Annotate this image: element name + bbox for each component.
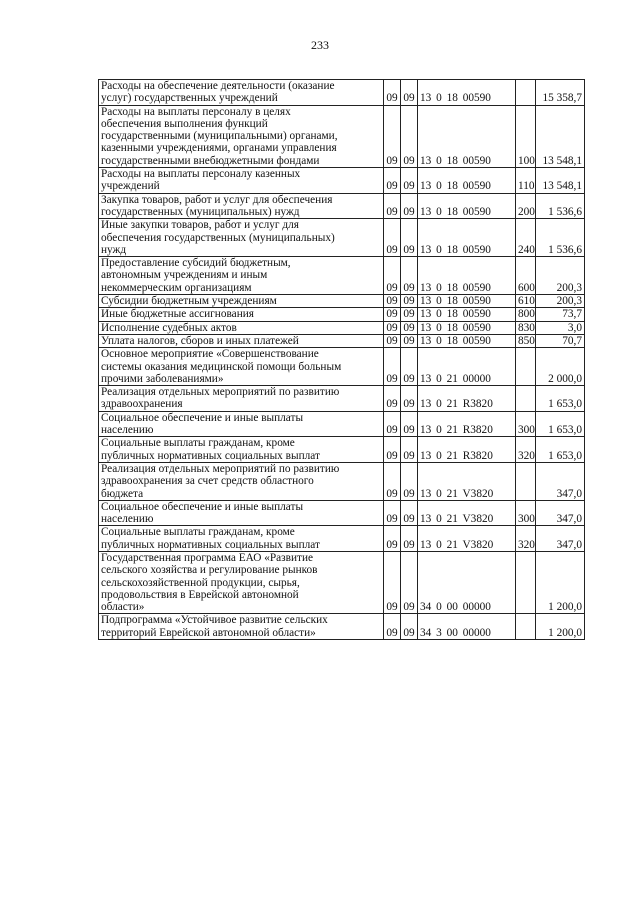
amount-cell: 1 536,6 (536, 193, 585, 219)
item-name-cell: Расходы на выплаты персоналу казенных учреждений (99, 168, 384, 194)
target-article-code-cell: 13 0 18 00590 (418, 321, 516, 334)
expense-type-code-cell (516, 348, 536, 386)
subsection-code-cell: 09 (401, 551, 418, 613)
amount-cell: 200,3 (536, 295, 585, 308)
target-article-code-cell: 13 0 21 00000 (418, 348, 516, 386)
amount-cell: 73,7 (536, 308, 585, 321)
amount-cell: 1 200,0 (536, 614, 585, 640)
amount-cell: 1 536,6 (536, 219, 585, 257)
item-name-cell: Социальные выплаты гражданам, кроме публичных нормативных социальных выплат (99, 526, 384, 552)
section-code-cell: 09 (384, 348, 401, 386)
amount-cell: 200,3 (536, 257, 585, 295)
target-article-code-cell: 34 0 00 00000 (418, 551, 516, 613)
expense-type-code-cell: 200 (516, 193, 536, 219)
subsection-code-cell: 09 (401, 526, 418, 552)
budget-table-body (99, 80, 585, 640)
budget-table (98, 79, 585, 640)
target-article-code-cell: 13 0 21 V3820 (418, 462, 516, 500)
expense-type-code-cell (516, 614, 536, 640)
amount-cell: 347,0 (536, 462, 585, 500)
subsection-code-cell: 09 (401, 614, 418, 640)
table-row (99, 257, 585, 295)
subsection-code-cell: 09 (401, 386, 418, 412)
table-row (99, 105, 585, 167)
item-name-cell: Иные бюджетные ассигнования (99, 308, 384, 321)
expense-type-code-cell: 300 (516, 500, 536, 526)
section-code-cell: 09 (384, 80, 401, 106)
target-article-code-cell: 13 0 18 00590 (418, 193, 516, 219)
expense-type-code-cell (516, 462, 536, 500)
amount-cell: 13 548,1 (536, 168, 585, 194)
subsection-code-cell: 09 (401, 219, 418, 257)
expense-type-code-cell: 850 (516, 334, 536, 347)
table-row (99, 462, 585, 500)
expense-type-code-cell: 300 (516, 411, 536, 437)
subsection-code-cell: 09 (401, 334, 418, 347)
expense-type-code-cell (516, 80, 536, 106)
item-name-cell: Расходы на обеспечение деятельности (оказание услуг) государственных учреждений (99, 80, 384, 106)
amount-cell: 70,7 (536, 334, 585, 347)
expense-type-code-cell: 100 (516, 105, 536, 167)
expense-type-code-cell (516, 386, 536, 412)
subsection-code-cell: 09 (401, 321, 418, 334)
section-code-cell: 09 (384, 551, 401, 613)
expense-type-code-cell: 600 (516, 257, 536, 295)
amount-cell: 1 200,0 (536, 551, 585, 613)
table-row (99, 437, 585, 463)
table-row (99, 334, 585, 347)
item-name-cell: Иные закупки товаров, работ и услуг для обеспечения государственных (муниципальных) нужд (99, 219, 384, 257)
target-article-code-cell: 13 0 21 V3820 (418, 500, 516, 526)
expense-type-code-cell: 110 (516, 168, 536, 194)
table-row (99, 308, 585, 321)
table-row (99, 193, 585, 219)
item-name-cell: Реализация отдельных мероприятий по развитию здравоохранения (99, 386, 384, 412)
target-article-code-cell: 13 0 18 00590 (418, 168, 516, 194)
section-code-cell: 09 (384, 321, 401, 334)
table-row (99, 168, 585, 194)
target-article-code-cell: 13 0 18 00590 (418, 295, 516, 308)
amount-cell: 347,0 (536, 500, 585, 526)
subsection-code-cell: 09 (401, 80, 418, 106)
section-code-cell: 09 (384, 257, 401, 295)
section-code-cell: 09 (384, 168, 401, 194)
item-name-cell: Уплата налогов, сборов и иных платежей (99, 334, 384, 347)
target-article-code-cell: 13 0 18 00590 (418, 219, 516, 257)
section-code-cell: 09 (384, 105, 401, 167)
target-article-code-cell: 13 0 18 00590 (418, 80, 516, 106)
table-row (99, 526, 585, 552)
section-code-cell: 09 (384, 462, 401, 500)
target-article-code-cell: 13 0 21 R3820 (418, 386, 516, 412)
subsection-code-cell: 09 (401, 348, 418, 386)
item-name-cell: Социальное обеспечение и иные выплаты населению (99, 500, 384, 526)
amount-cell: 13 548,1 (536, 105, 585, 167)
expense-type-code-cell (516, 551, 536, 613)
table-row (99, 614, 585, 640)
table-row (99, 219, 585, 257)
table-row (99, 348, 585, 386)
section-code-cell: 09 (384, 411, 401, 437)
item-name-cell: Закупка товаров, работ и услуг для обеспечения государственных (муниципальных) нужд (99, 193, 384, 219)
amount-cell: 1 653,0 (536, 411, 585, 437)
amount-cell: 347,0 (536, 526, 585, 552)
item-name-cell: Исполнение судебных актов (99, 321, 384, 334)
subsection-code-cell: 09 (401, 257, 418, 295)
section-code-cell: 09 (384, 437, 401, 463)
subsection-code-cell: 09 (401, 437, 418, 463)
section-code-cell: 09 (384, 386, 401, 412)
table-row (99, 295, 585, 308)
target-article-code-cell: 34 3 00 00000 (418, 614, 516, 640)
amount-cell: 15 358,7 (536, 80, 585, 106)
subsection-code-cell: 09 (401, 411, 418, 437)
item-name-cell: Предоставление субсидий бюджетным, автономным учреждениям и иным некоммерческим организациям (99, 257, 384, 295)
target-article-code-cell: 13 0 21 V3820 (418, 526, 516, 552)
table-row (99, 321, 585, 334)
item-name-cell: Социальное обеспечение и иные выплаты населению (99, 411, 384, 437)
table-row (99, 500, 585, 526)
subsection-code-cell: 09 (401, 193, 418, 219)
expense-type-code-cell: 240 (516, 219, 536, 257)
table-row (99, 386, 585, 412)
subsection-code-cell: 09 (401, 168, 418, 194)
subsection-code-cell: 09 (401, 308, 418, 321)
expense-type-code-cell: 320 (516, 437, 536, 463)
amount-cell: 3,0 (536, 321, 585, 334)
subsection-code-cell: 09 (401, 462, 418, 500)
subsection-code-cell: 09 (401, 500, 418, 526)
subsection-code-cell: 09 (401, 295, 418, 308)
item-name-cell: Государственная программа ЕАО «Развитие сельского хозяйства и регулирование рынков сельскохозяйственной продукции, сырья, продовольствия в Еврейской автономной области» (99, 551, 384, 613)
amount-cell: 1 653,0 (536, 386, 585, 412)
item-name-cell: Субсидии бюджетным учреждениям (99, 295, 384, 308)
item-name-cell: Реализация отдельных мероприятий по развитию здравоохранения за счет средств областного бюджета (99, 462, 384, 500)
amount-cell: 2 000,0 (536, 348, 585, 386)
expense-type-code-cell: 800 (516, 308, 536, 321)
expense-type-code-cell: 320 (516, 526, 536, 552)
table-row (99, 551, 585, 613)
subsection-code-cell: 09 (401, 105, 418, 167)
expense-type-code-cell: 610 (516, 295, 536, 308)
amount-cell: 1 653,0 (536, 437, 585, 463)
item-name-cell: Социальные выплаты гражданам, кроме публичных нормативных социальных выплат (99, 437, 384, 463)
item-name-cell: Расходы на выплаты персоналу в целях обеспечения выполнения функций государственными (муниципальными) органами, казенными учреждениями, органами управления государственными внебюджетными фондами (99, 105, 384, 167)
section-code-cell: 09 (384, 500, 401, 526)
section-code-cell: 09 (384, 308, 401, 321)
target-article-code-cell: 13 0 18 00590 (418, 257, 516, 295)
section-code-cell: 09 (384, 295, 401, 308)
page-number: 233 (311, 38, 329, 52)
expense-type-code-cell: 830 (516, 321, 536, 334)
item-name-cell: Подпрограмма «Устойчивое развитие сельских территорий Еврейской автономной области» (99, 614, 384, 640)
section-code-cell: 09 (384, 193, 401, 219)
table-row (99, 411, 585, 437)
target-article-code-cell: 13 0 18 00590 (418, 105, 516, 167)
section-code-cell: 09 (384, 614, 401, 640)
target-article-code-cell: 13 0 21 R3820 (418, 437, 516, 463)
target-article-code-cell: 13 0 21 R3820 (418, 411, 516, 437)
item-name-cell: Основное мероприятие «Совершенствование системы оказания медицинской помощи больным прочими заболеваниями» (99, 348, 384, 386)
section-code-cell: 09 (384, 526, 401, 552)
section-code-cell: 09 (384, 219, 401, 257)
table-row (99, 80, 585, 106)
target-article-code-cell: 13 0 18 00590 (418, 334, 516, 347)
section-code-cell: 09 (384, 334, 401, 347)
target-article-code-cell: 13 0 18 00590 (418, 308, 516, 321)
